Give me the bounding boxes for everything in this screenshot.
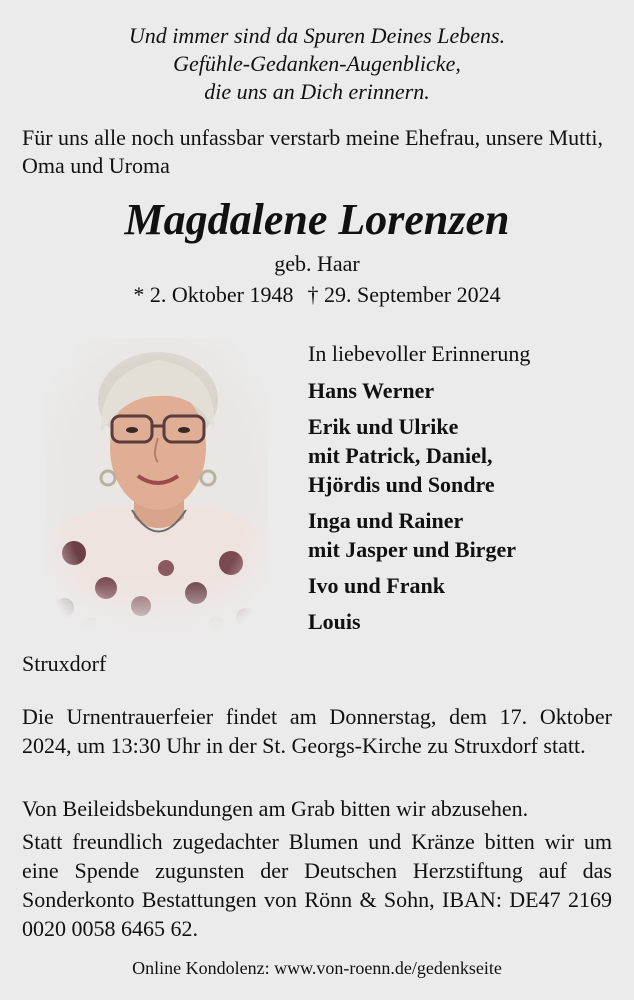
donation-note: Statt freundlich zugedachter Blumen und Kränze bitten wir um eine Spende zugunsten der Deutschen Herzstiftung auf das Sonderkonto Bestattungen von Rönn & Sohn, IBAN: DE47 2169 0020 0058 6465 62.: [22, 829, 612, 941]
mourner-group: [308, 571, 618, 600]
mourner-group: [308, 607, 618, 636]
motto-line: Gefühle-Gedanken-Augenblicke,: [173, 51, 461, 76]
maiden-name: geb. Haar: [274, 251, 360, 276]
mourner-group: [308, 412, 618, 499]
mourner-line: Hjördis und Sondre: [308, 472, 495, 497]
life-dates: [0, 281, 634, 309]
death-date: † 29. September 2024: [307, 282, 501, 307]
mourner-line: Hans Werner: [308, 378, 435, 403]
online-condolence-link[interactable]: Online Kondolenz: www.von-roenn.de/gedenkseite: [132, 958, 502, 978]
mourner-line: Inga und Rainer: [308, 508, 464, 533]
portrait-photo: [46, 338, 268, 638]
mourner-line: Louis: [308, 609, 361, 634]
motto-verse: [0, 22, 634, 106]
place-name: Struxdorf: [22, 651, 107, 676]
birth-date: * 2. Oktober 1948: [133, 282, 294, 307]
mourner-group: [308, 376, 618, 405]
mourner-line: Erik und Ulrike: [308, 414, 459, 439]
motto-line: die uns an Dich erinnern.: [204, 79, 430, 104]
mourner-group: [308, 506, 618, 564]
memory-heading: In liebevoller Erinnerung: [308, 341, 531, 366]
mourner-line: Ivo und Frank: [308, 573, 445, 598]
funeral-info: Die Urnentrauerfeier findet am Donnerstag, dem 17. Oktober 2024, um 13:30 Uhr in der St. Georgs-Kirche zu Struxdorf statt.: [22, 704, 612, 758]
motto-line: Und immer sind da Spuren Deines Lebens.: [128, 23, 506, 48]
deceased-name: Magdalene Lorenzen: [124, 195, 510, 244]
intro-text: Für uns alle noch unfassbar verstarb meine Ehefrau, unsere Mutti, Oma und Uroma: [22, 125, 603, 178]
mourner-line: mit Jasper und Birger: [308, 537, 516, 562]
mourner-line: mit Patrick, Daniel,: [308, 443, 493, 468]
condolence-note: Von Beileidsbekundungen am Grab bitten wir abzusehen.: [22, 796, 529, 821]
